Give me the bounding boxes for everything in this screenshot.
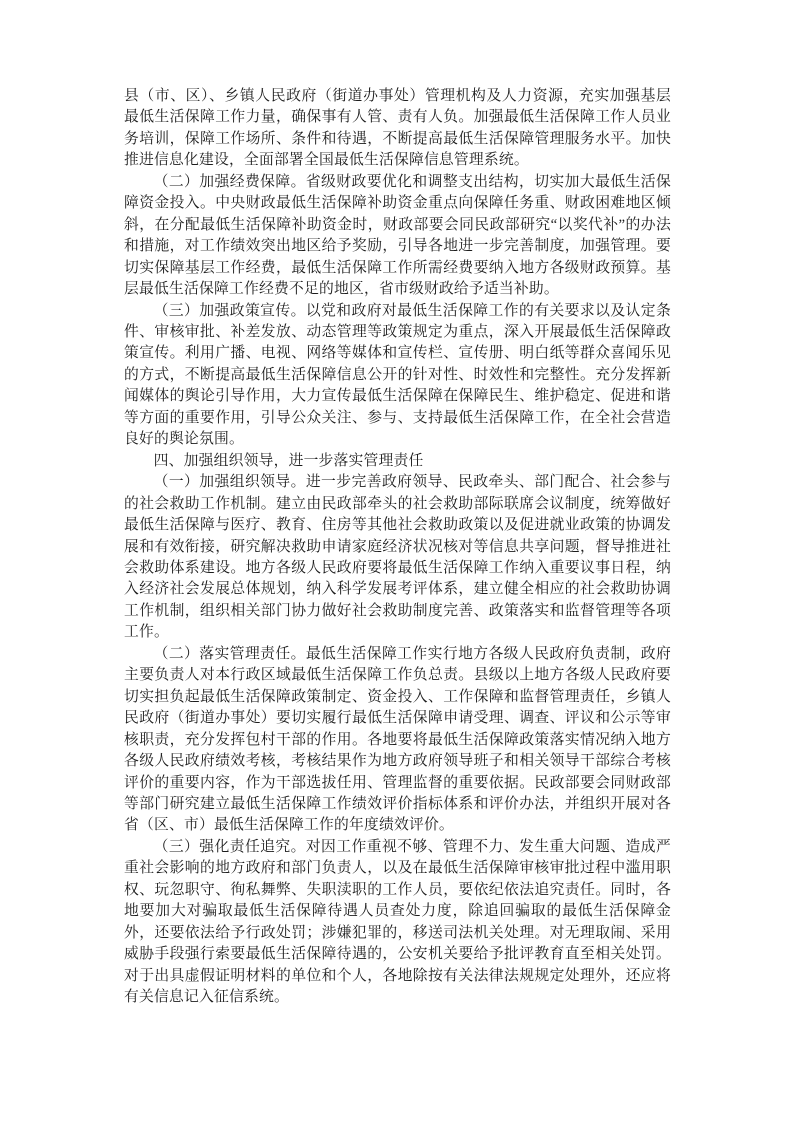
paragraph-continuation: 县（市、区）、乡镇人民政府（街道办事处）管理机构及人力资源，充实加强基层最低生活保障工作力量，确保事有人管、责有人负。加强最低生活保障工作人员业务培训，保障工作场所、条件和待遇，不断提高最低生活保障管理服务水平。加快推进信息化建设，全面部署全国最低生活保障信息管理系统。 — [124, 88, 671, 169]
paragraph-accountability: （三）强化责任追究。对因工作重视不够、管理不力、发生重大问题、造成严重社会影响的地方政府和部门负责人，以及在最低生活保障审核审批过程中滥用职权、玩忽职守、徇私舞弊、失职渎职的工作人员，要依纪依法追究责任。同时，各地要加大对骗取最低生活保障待遇人员查处力度，除追回骗取的最低生活保障金外，还要依法给予行政处罚；涉嫌犯罪的，移送司法机关处理。对无理取闹、采用威胁手段强行索要最低生活保障待遇的，公安机关要给予批评教育直至相关处罚。对于出具虚假证明材料的单位和个人，各地除按有关法律法规规定处理外，还应将有关信息记入征信系统。 — [124, 838, 671, 1006]
document-page — [124, 86, 671, 1008]
paragraph-funding-guarantee: （二）加强经费保障。省级财政要优化和调整支出结构，切实加大最低生活保障资金投入。中央财政最低生活保障补助资金重点向保障任务重、财政困难地区倾斜，在分配最低生活保障补助资金时，财政部要会同民政部研究“以奖代补”的办法和措施，对工作绩效突出地区给予奖励，引导各地进一步完善制度，加强管理。要切实保障基层工作经费，最低生活保障工作所需经费要纳入地方各级财政预算。基层最低生活保障工作经费不足的地区，省市级财政给予适当补助。 — [124, 173, 671, 298]
paragraph-policy-publicity: （三）加强政策宣传。以党和政府对最低生活保障工作的有关要求以及认定条件、审核审批、补差发放、动态管理等政策规定为重点，深入开展最低生活保障政策宣传。利用广播、电视、网络等媒体和宣传栏、宣传册、明白纸等群众喜闻乐见的方式，不断提高最低生活保障信息公开的针对性、时效性和完整性。充分发挥新闻媒体的舆论引导作用，大力宣传最低生活保障在保障民生、维护稳定、促进和谐等方面的重要作用，引导公众关注、参与、支持最低生活保障工作，在全社会营造良好的舆论氛围。 — [124, 302, 671, 448]
section-heading-four: 四、加强组织领导，进一步落实管理责任 — [153, 452, 424, 469]
paragraph-management-responsibility: （二）落实管理责任。最低生活保障工作实行地方各级人民政府负责制，政府主要负责人对本行政区域最低生活保障工作负总责。县级以上地方各级人民政府要切实担负起最低生活保障政策制定、资金投入、工作保障和监督管理责任，乡镇人民政府（街道办事处）要切实履行最低生活保障申请受理、调查、评议和公示等审核职责，充分发挥包村干部的作用。各地要将最低生活保障政策落实情况纳入地方各级人民政府绩效考核，考核结果作为地方政府领导班子和相关领导干部综合考核评价的重要内容，作为干部选拔任用、管理监督的重要依据。民政部要会同财政部等部门研究建立最低生活保障工作绩效评价指标体系和评价办法，并组织开展对各省（区、市）最低生活保障工作的年度绩效评价。 — [124, 645, 671, 834]
paragraph-organizational-leadership: （一）加强组织领导。进一步完善政府领导、民政牵头、部门配合、社会参与的社会救助工作机制。建立由民政部牵头的社会救助部际联席会议制度，统筹做好最低生活保障与医疗、教育、住房等其他社会救助政策以及促进就业政策的协调发展和有效衔接，研究解决救助申请家庭经济状况核对等信息共享问题，督导推进社会救助体系建设。地方各级人民政府要将最低生活保障工作纳入重要议事日程，纳入经济社会发展总体规划，纳入科学发展考评体系，建立健全相应的社会救助协调工作机制，组织相关部门协力做好社会救助制度完善、政策落实和监督管理等各项工作。 — [124, 474, 671, 641]
